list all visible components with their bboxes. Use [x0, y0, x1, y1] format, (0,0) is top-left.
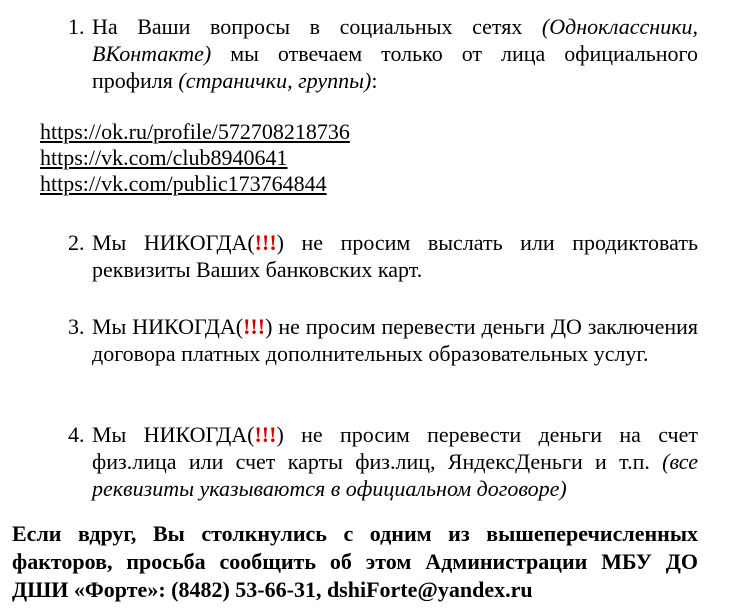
list-item-2	[68, 229, 698, 283]
item-number: 3.	[68, 314, 85, 339]
link-vk-public[interactable]: https://vk.com/public173764844	[40, 171, 327, 196]
link-ok-profile[interactable]: https://ok.ru/profile/572708218736	[40, 119, 350, 144]
item-text: Мы НИКОГДА(!!!) не просим перевести деньги ДО заключения договора платных дополнительных образовательных услуг.	[92, 314, 699, 366]
item-text: На Ваши вопросы в социальных сетях (Одноклассники, ВКонтакте) мы отвечаем только от лица официального профиля (странички, группы):	[92, 14, 698, 93]
exclamation-mark: !!!	[243, 314, 266, 339]
exclamation-mark: !!!	[254, 230, 277, 255]
list-item-1	[68, 13, 698, 94]
item-number: 4.	[68, 422, 85, 447]
footer-notice: Если вдруг, Вы столкнулись с одним из вышеперечисленных факторов, просьба сообщить об этом Администрации МБУ ДО ДШИ «Форте»: (8482) 53-66-31, dshiForte@yandex.ru	[12, 521, 698, 602]
exclamation-mark: !!!	[254, 422, 277, 447]
item-number: 1.	[68, 14, 85, 39]
list-item-3	[68, 313, 698, 367]
item-text: Мы НИКОГДА(!!!) не просим перевести деньги на счет физ.лица или счет карты физ.лиц, ЯндексДеньги и т.п. (все реквизиты указываются в официальном договоре)	[92, 422, 699, 501]
social-links	[40, 119, 350, 197]
item-text: Мы НИКОГДА(!!!) не просим выслать или продиктовать реквизиты Ваших банковских карт.	[92, 230, 698, 282]
link-vk-club[interactable]: https://vk.com/club8940641	[40, 145, 288, 170]
item-number: 2.	[68, 230, 85, 255]
list-item-4	[68, 421, 698, 502]
